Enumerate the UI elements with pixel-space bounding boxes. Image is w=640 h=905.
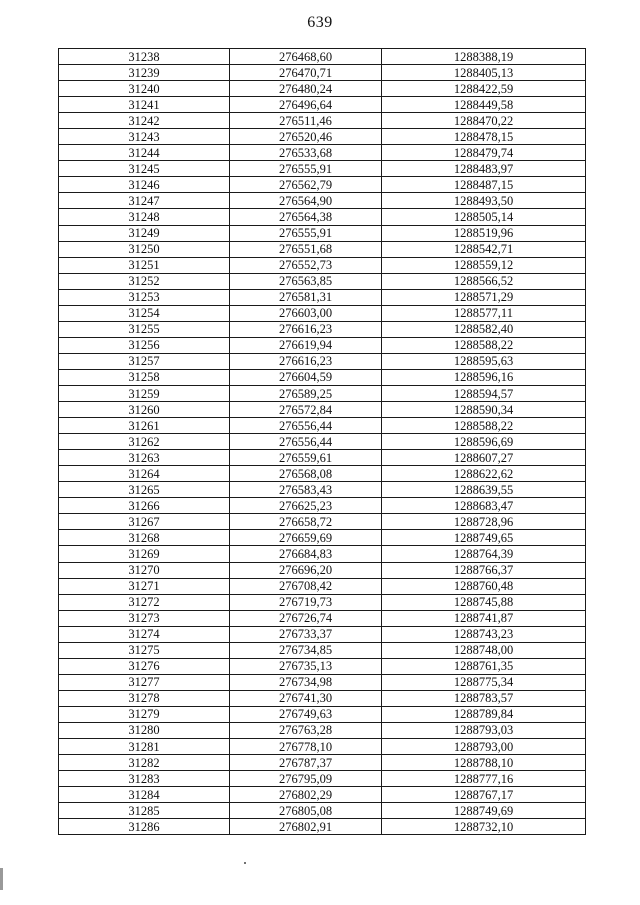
table-row <box>59 771 586 787</box>
x-coordinate-cell: 276625,23 <box>230 498 382 514</box>
y-coordinate-cell: 1288767,17 <box>382 787 586 803</box>
y-coordinate-cell: 1288594,57 <box>382 385 586 401</box>
y-coordinate-cell: 1288743,23 <box>382 626 586 642</box>
y-coordinate-cell: 1288519,96 <box>382 225 586 241</box>
x-coordinate-cell: 276795,09 <box>230 771 382 787</box>
x-coordinate-cell: 276559,61 <box>230 450 382 466</box>
point-number-cell: 31255 <box>59 321 230 337</box>
table-row <box>59 402 586 418</box>
y-coordinate-cell: 1288405,13 <box>382 65 586 81</box>
point-number-cell: 31276 <box>59 658 230 674</box>
table-row <box>59 145 586 161</box>
point-number-cell: 31257 <box>59 353 230 369</box>
y-coordinate-cell: 1288566,52 <box>382 273 586 289</box>
y-coordinate-cell: 1288788,10 <box>382 755 586 771</box>
point-number-cell: 31281 <box>59 739 230 755</box>
y-coordinate-cell: 1288607,27 <box>382 450 586 466</box>
x-coordinate-cell: 276555,91 <box>230 161 382 177</box>
point-number-cell: 31286 <box>59 819 230 835</box>
table-row <box>59 241 586 257</box>
y-coordinate-cell: 1288571,29 <box>382 289 586 305</box>
point-number-cell: 31238 <box>59 49 230 65</box>
point-number-cell: 31254 <box>59 305 230 321</box>
table-row <box>59 482 586 498</box>
x-coordinate-cell: 276511,46 <box>230 113 382 129</box>
table-row <box>59 209 586 225</box>
x-coordinate-cell: 276805,08 <box>230 803 382 819</box>
table-row <box>59 450 586 466</box>
table-row <box>59 755 586 771</box>
y-coordinate-cell: 1288582,40 <box>382 321 586 337</box>
x-coordinate-cell: 276802,91 <box>230 819 382 835</box>
table-row <box>59 803 586 819</box>
table-row <box>59 177 586 193</box>
point-number-cell: 31278 <box>59 690 230 706</box>
coordinates-table <box>58 48 586 835</box>
x-coordinate-cell: 276787,37 <box>230 755 382 771</box>
table-row <box>59 626 586 642</box>
table-row <box>59 65 586 81</box>
x-coordinate-cell: 276589,25 <box>230 385 382 401</box>
y-coordinate-cell: 1288588,22 <box>382 337 586 353</box>
point-number-cell: 31248 <box>59 209 230 225</box>
table-row <box>59 385 586 401</box>
y-coordinate-cell: 1288595,63 <box>382 353 586 369</box>
point-number-cell: 31256 <box>59 337 230 353</box>
table-row <box>59 418 586 434</box>
x-coordinate-cell: 276468,60 <box>230 49 382 65</box>
y-coordinate-cell: 1288761,35 <box>382 658 586 674</box>
table-row <box>59 562 586 578</box>
y-coordinate-cell: 1288470,22 <box>382 113 586 129</box>
x-coordinate-cell: 276684,83 <box>230 546 382 562</box>
x-coordinate-cell: 276480,24 <box>230 81 382 97</box>
point-number-cell: 31252 <box>59 273 230 289</box>
y-coordinate-cell: 1288732,10 <box>382 819 586 835</box>
point-number-cell: 31269 <box>59 546 230 562</box>
table-row <box>59 787 586 803</box>
table-row <box>59 690 586 706</box>
y-coordinate-cell: 1288590,34 <box>382 402 586 418</box>
y-coordinate-cell: 1288622,62 <box>382 466 586 482</box>
table-row <box>59 546 586 562</box>
x-coordinate-cell: 276603,00 <box>230 305 382 321</box>
point-number-cell: 31265 <box>59 482 230 498</box>
y-coordinate-cell: 1288789,84 <box>382 706 586 722</box>
point-number-cell: 31271 <box>59 578 230 594</box>
coordinates-table-body <box>59 49 586 835</box>
point-number-cell: 31264 <box>59 466 230 482</box>
point-number-cell: 31246 <box>59 177 230 193</box>
table-row <box>59 193 586 209</box>
x-coordinate-cell: 276604,59 <box>230 369 382 385</box>
point-number-cell: 31251 <box>59 257 230 273</box>
point-number-cell: 31273 <box>59 610 230 626</box>
y-coordinate-cell: 1288596,16 <box>382 369 586 385</box>
y-coordinate-cell: 1288775,34 <box>382 674 586 690</box>
x-coordinate-cell: 276734,85 <box>230 642 382 658</box>
x-coordinate-cell: 276552,73 <box>230 257 382 273</box>
table-row <box>59 305 586 321</box>
x-coordinate-cell: 276726,74 <box>230 610 382 626</box>
point-number-cell: 31245 <box>59 161 230 177</box>
table-row <box>59 498 586 514</box>
x-coordinate-cell: 276719,73 <box>230 594 382 610</box>
scan-edge-mark <box>0 868 3 890</box>
y-coordinate-cell: 1288683,47 <box>382 498 586 514</box>
table-row <box>59 129 586 145</box>
y-coordinate-cell: 1288542,71 <box>382 241 586 257</box>
y-coordinate-cell: 1288749,65 <box>382 530 586 546</box>
y-coordinate-cell: 1288766,37 <box>382 562 586 578</box>
x-coordinate-cell: 276563,85 <box>230 273 382 289</box>
x-coordinate-cell: 276551,68 <box>230 241 382 257</box>
table-row <box>59 819 586 835</box>
table-row <box>59 225 586 241</box>
table-row <box>59 594 586 610</box>
y-coordinate-cell: 1288793,00 <box>382 739 586 755</box>
table-row <box>59 658 586 674</box>
x-coordinate-cell: 276749,63 <box>230 706 382 722</box>
point-number-cell: 31242 <box>59 113 230 129</box>
x-coordinate-cell: 276735,13 <box>230 658 382 674</box>
y-coordinate-cell: 1288487,15 <box>382 177 586 193</box>
x-coordinate-cell: 276520,46 <box>230 129 382 145</box>
y-coordinate-cell: 1288764,39 <box>382 546 586 562</box>
point-number-cell: 31267 <box>59 514 230 530</box>
x-coordinate-cell: 276802,29 <box>230 787 382 803</box>
x-coordinate-cell: 276734,98 <box>230 674 382 690</box>
point-number-cell: 31284 <box>59 787 230 803</box>
y-coordinate-cell: 1288728,96 <box>382 514 586 530</box>
scan-speck <box>244 862 246 864</box>
y-coordinate-cell: 1288577,11 <box>382 305 586 321</box>
point-number-cell: 31250 <box>59 241 230 257</box>
x-coordinate-cell: 276763,28 <box>230 722 382 738</box>
point-number-cell: 31272 <box>59 594 230 610</box>
x-coordinate-cell: 276616,23 <box>230 353 382 369</box>
y-coordinate-cell: 1288793,03 <box>382 722 586 738</box>
point-number-cell: 31258 <box>59 369 230 385</box>
x-coordinate-cell: 276659,69 <box>230 530 382 546</box>
table-row <box>59 321 586 337</box>
y-coordinate-cell: 1288559,12 <box>382 257 586 273</box>
x-coordinate-cell: 276555,91 <box>230 225 382 241</box>
y-coordinate-cell: 1288741,87 <box>382 610 586 626</box>
y-coordinate-cell: 1288760,48 <box>382 578 586 594</box>
y-coordinate-cell: 1288422,59 <box>382 81 586 97</box>
point-number-cell: 31244 <box>59 145 230 161</box>
point-number-cell: 31263 <box>59 450 230 466</box>
y-coordinate-cell: 1288505,14 <box>382 209 586 225</box>
x-coordinate-cell: 276470,71 <box>230 65 382 81</box>
point-number-cell: 31266 <box>59 498 230 514</box>
table-row <box>59 434 586 450</box>
table-row <box>59 514 586 530</box>
y-coordinate-cell: 1288639,55 <box>382 482 586 498</box>
point-number-cell: 31275 <box>59 642 230 658</box>
point-number-cell: 31279 <box>59 706 230 722</box>
table-row <box>59 49 586 65</box>
x-coordinate-cell: 276619,94 <box>230 337 382 353</box>
table-row <box>59 337 586 353</box>
x-coordinate-cell: 276741,30 <box>230 690 382 706</box>
x-coordinate-cell: 276562,79 <box>230 177 382 193</box>
point-number-cell: 31283 <box>59 771 230 787</box>
table-row <box>59 289 586 305</box>
table-row <box>59 113 586 129</box>
y-coordinate-cell: 1288483,97 <box>382 161 586 177</box>
table-row <box>59 674 586 690</box>
point-number-cell: 31239 <box>59 65 230 81</box>
y-coordinate-cell: 1288449,58 <box>382 97 586 113</box>
x-coordinate-cell: 276658,72 <box>230 514 382 530</box>
table-row <box>59 722 586 738</box>
point-number-cell: 31262 <box>59 434 230 450</box>
x-coordinate-cell: 276696,20 <box>230 562 382 578</box>
x-coordinate-cell: 276733,37 <box>230 626 382 642</box>
point-number-cell: 31277 <box>59 674 230 690</box>
point-number-cell: 31282 <box>59 755 230 771</box>
point-number-cell: 31249 <box>59 225 230 241</box>
table-row <box>59 161 586 177</box>
table-row <box>59 610 586 626</box>
x-coordinate-cell: 276778,10 <box>230 739 382 755</box>
point-number-cell: 31247 <box>59 193 230 209</box>
x-coordinate-cell: 276564,90 <box>230 193 382 209</box>
point-number-cell: 31241 <box>59 97 230 113</box>
point-number-cell: 31261 <box>59 418 230 434</box>
table-row <box>59 466 586 482</box>
table-row <box>59 353 586 369</box>
point-number-cell: 31268 <box>59 530 230 546</box>
y-coordinate-cell: 1288748,00 <box>382 642 586 658</box>
point-number-cell: 31270 <box>59 562 230 578</box>
x-coordinate-cell: 276572,84 <box>230 402 382 418</box>
table-row <box>59 273 586 289</box>
point-number-cell: 31285 <box>59 803 230 819</box>
y-coordinate-cell: 1288749,69 <box>382 803 586 819</box>
table-row <box>59 369 586 385</box>
x-coordinate-cell: 276568,08 <box>230 466 382 482</box>
point-number-cell: 31253 <box>59 289 230 305</box>
point-number-cell: 31259 <box>59 385 230 401</box>
x-coordinate-cell: 276616,23 <box>230 321 382 337</box>
x-coordinate-cell: 276556,44 <box>230 418 382 434</box>
point-number-cell: 31280 <box>59 722 230 738</box>
x-coordinate-cell: 276533,68 <box>230 145 382 161</box>
table-row <box>59 97 586 113</box>
table-row <box>59 739 586 755</box>
y-coordinate-cell: 1288493,50 <box>382 193 586 209</box>
y-coordinate-cell: 1288478,15 <box>382 129 586 145</box>
x-coordinate-cell: 276583,43 <box>230 482 382 498</box>
page-number: 639 <box>307 14 333 31</box>
y-coordinate-cell: 1288777,16 <box>382 771 586 787</box>
x-coordinate-cell: 276496,64 <box>230 97 382 113</box>
x-coordinate-cell: 276708,42 <box>230 578 382 594</box>
x-coordinate-cell: 276556,44 <box>230 434 382 450</box>
table-row <box>59 81 586 97</box>
point-number-cell: 31274 <box>59 626 230 642</box>
point-number-cell: 31243 <box>59 129 230 145</box>
y-coordinate-cell: 1288783,57 <box>382 690 586 706</box>
y-coordinate-cell: 1288479,74 <box>382 145 586 161</box>
table-row <box>59 706 586 722</box>
point-number-cell: 31240 <box>59 81 230 97</box>
table-row <box>59 257 586 273</box>
table-row <box>59 578 586 594</box>
table-row <box>59 530 586 546</box>
y-coordinate-cell: 1288388,19 <box>382 49 586 65</box>
y-coordinate-cell: 1288596,69 <box>382 434 586 450</box>
y-coordinate-cell: 1288745,88 <box>382 594 586 610</box>
table-row <box>59 642 586 658</box>
point-number-cell: 31260 <box>59 402 230 418</box>
x-coordinate-cell: 276581,31 <box>230 289 382 305</box>
x-coordinate-cell: 276564,38 <box>230 209 382 225</box>
y-coordinate-cell: 1288588,22 <box>382 418 586 434</box>
